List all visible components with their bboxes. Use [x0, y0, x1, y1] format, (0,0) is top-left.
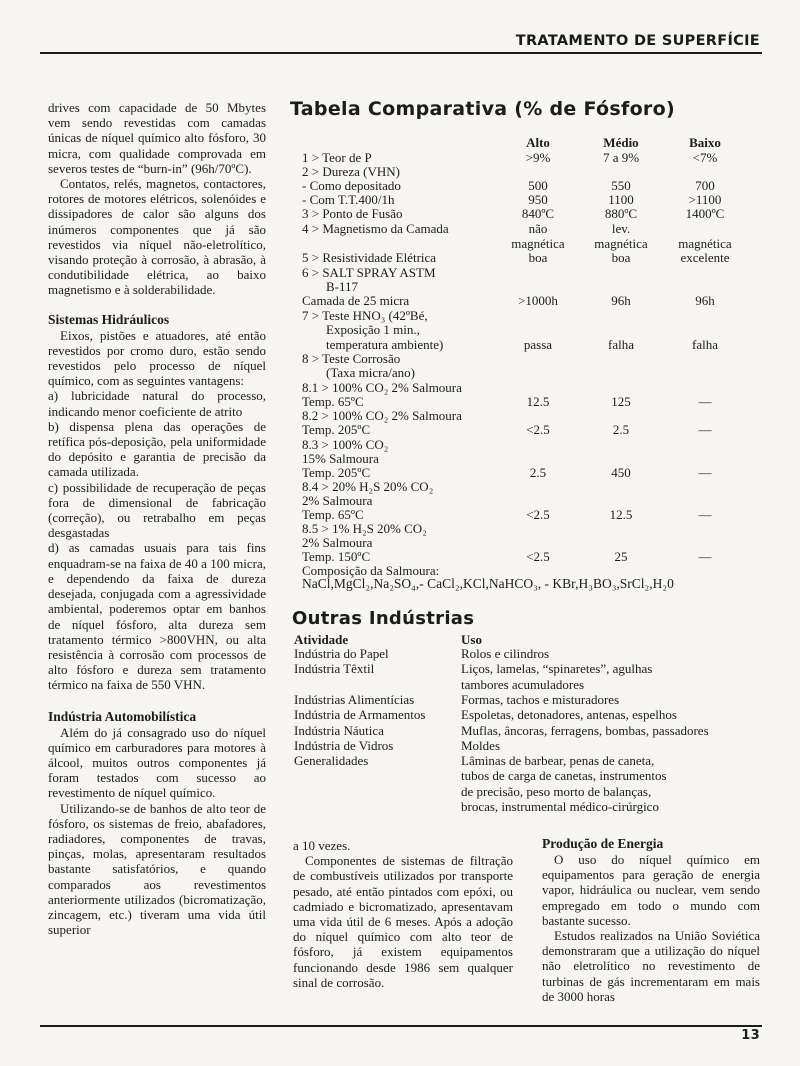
table-header-alto: Alto [526, 135, 550, 150]
table-row-label: 2% Salmoura [302, 493, 373, 508]
table-cell-baixo: 96h [695, 293, 715, 308]
table-cell-baixo: — [698, 507, 712, 522]
table-row-label: B-117 [326, 279, 359, 294]
industry-uso: tubos de carga de canetas, instrumentos [461, 768, 667, 784]
paragraph-energia-1: O uso do níquel químico em equipamentos para geração de energia vapor, hidráulica ou nuclear, vem sendo empregado em todo o mundo com bastante sucesso. [542, 852, 760, 928]
table-row-label: 2% Salmoura [302, 535, 373, 550]
header-rule [40, 52, 762, 54]
paragraph-middle-2: Componentes de sistemas de filtração de combustíveis utilizados por transporte pesado, até então pintados com epóxi, ou cadmiado e bicromatizado, apresentavam uma vida útil de 6 meses. Após a adoção do níquel químico com alto teor de fósforo, já existem equipamentos funcionando desde 1986 sem qualquer sinal de corrosão. [293, 853, 513, 990]
industry-atividade: Indústria de Armamentos [294, 707, 426, 723]
industry-atividade: Generalidades [294, 753, 369, 769]
table-cell-medio: 2.5 [612, 422, 630, 437]
table-row-label: - Como depositado [302, 178, 401, 193]
table-cell-baixo: >1100 [688, 192, 722, 207]
table-cell-baixo: 1400ºC [685, 206, 725, 221]
table-cell-medio: 96h [611, 293, 631, 308]
table-cell-alto: >9% [525, 150, 551, 165]
table-cell-medio: magnética [594, 236, 648, 251]
table-cell-baixo: — [698, 549, 712, 564]
table-row-label: 8.1 > 100% CO₂ 2% Salmoura [302, 380, 462, 395]
industry-uso: Liços, lamelas, “spinaretes”, agulhas [461, 661, 653, 677]
paragraph-contatos: Contatos, relés, magnetos, contactores, rotores de motores elétricos, solenóides e dissipadores de calor são alguns dos inúmeros componentes que já são revestidos via níquel não-eletrolítico, visando proteção à corrosão, à abrasão, à condutibilidade elétrica, ao baixo magnetismo e à solderabilidade. [48, 176, 266, 298]
table-cell-alto: <2.5 [526, 507, 550, 522]
left-column [48, 100, 266, 937]
table-row-label: Temp. 150ºC [302, 549, 371, 564]
industry-atividade: Indústria do Papel [294, 646, 389, 661]
table-cell-alto: passa [523, 337, 553, 352]
table-row-label: 15% Salmoura [302, 451, 379, 466]
table-row-label: Temp. 205ºC [302, 465, 371, 480]
list-item-a: a) lubricidade natural do processo, indicando menor coeficiente de atrito [48, 388, 266, 419]
table-cell-baixo: — [698, 394, 712, 409]
table-cell-alto: 2.5 [529, 465, 547, 480]
table-row-label: (Taxa micra/ano) [326, 365, 415, 380]
table-cell-alto: boa [528, 250, 548, 265]
industry-atividade: Indústrias Alimentícias [294, 691, 415, 707]
paragraph-drives: drives com capacidade de 50 Mbytes vem sendo revestidas com camadas únicas de níquel químico alto fósforo, 30 micra, com qualidade comprovada em severos testes de “burn-in” (96h/70ºC). [48, 100, 266, 176]
industry-uso: Muflas, âncoras, ferragens, bombas, passadores [461, 722, 709, 738]
table-row-label: Temp. 65ºC [302, 394, 364, 409]
industry-uso: Lâminas de barbear, penas de caneta, [461, 753, 655, 769]
footer-rule [40, 1025, 762, 1027]
table-row-label: - Com T.T.400/1h [302, 192, 395, 207]
list-item-b: b) dispensa plena das operações de retífica pós-deposição, pela uniformidade do depósito e garantia de precisão da camada utilizada. [48, 418, 266, 480]
table-cell-medio: 1100 [608, 192, 634, 207]
industry-uso: Espoletas, detonadores, antenas, espelhos [461, 707, 677, 723]
table-cell-baixo: — [698, 422, 712, 437]
table-cell-baixo: falha [692, 337, 718, 352]
table-cell-medio: 450 [611, 465, 631, 480]
industry-atividade: Indústria Náutica [294, 722, 384, 738]
heading-producao-energia: Produção de Energia [542, 836, 664, 851]
industry-uso: Rolos e cilindros [461, 646, 550, 661]
industry-atividade: Indústria Têxtil [294, 661, 375, 677]
table-cell-alto: <2.5 [526, 549, 550, 564]
heading-sistemas-hidraulicos: Sistemas Hidráulicos [48, 311, 170, 327]
table-cell-medio: 550 [611, 178, 631, 193]
table-cell-medio: 880ºC [604, 206, 638, 221]
table-row-label: Exposição 1 min., [326, 322, 420, 337]
table-row-label: Temp. 205ºC [302, 422, 371, 437]
heading-industria-automobilistica: Indústria Automobilística [48, 708, 197, 724]
table-row-label: 8.4 > 20% H₂S 20% CO₂ [302, 479, 434, 494]
middle-column [293, 838, 513, 990]
table-row-label: 5 > Resistividade Elétrica [302, 250, 437, 265]
table-cell-baixo: magnética [678, 236, 732, 251]
industries-header-atividade: Atividade [294, 632, 349, 647]
table-title: Tabela Comparativa (% de Fósforo) [290, 98, 675, 120]
table-row-label: 2 > Dureza (VHN) [302, 164, 400, 179]
table-cell-medio: falha [608, 337, 634, 352]
table-row-label: 6 > SALT SPRAY ASTM [302, 265, 436, 280]
table-row-label: temperatura ambiente) [326, 337, 444, 352]
industries-title: Outras Indústrias [292, 608, 475, 629]
page-number: 13 [741, 1028, 760, 1043]
table-cell-medio: 12.5 [609, 507, 633, 522]
industry-uso: brocas, instrumental médico-cirúrgico [461, 799, 659, 814]
table-cell-alto: 12.5 [526, 394, 550, 409]
table-cell-medio: 7 a 9% [602, 150, 640, 165]
table-cell-baixo: <7% [692, 150, 718, 165]
industry-uso: de precisão, peso morto de balanças, [461, 783, 652, 799]
list-item-c: c) possibilidade de recuperação de peças fora de dimensional de fabricação (correção), ou retrabalho em peças desgastadas [48, 479, 266, 541]
table-cell-alto: >1000h [518, 293, 558, 308]
industry-uso: Formas, tachos e misturadores [461, 691, 620, 707]
table-cell-medio: 125 [611, 394, 631, 409]
table-header-medio: Médio [603, 135, 639, 150]
table-cell-baixo: — [698, 465, 712, 480]
table-cell-baixo: excelente [680, 250, 730, 265]
table-cell-alto: magnética [511, 236, 565, 251]
table-row-label: 8 > Teste Corrosão [302, 351, 401, 366]
table-cell-medio: boa [611, 250, 631, 265]
table-row-label: 8.3 > 100% CO₂ [302, 437, 389, 452]
industry-uso: tambores acumuladores [461, 676, 585, 692]
table-row-label: Composição da Salmoura: [302, 563, 440, 578]
table-row-label: Camada de 25 micra [302, 293, 410, 308]
paragraph-auto-2: Utilizando-se de banhos de alto teor de fósforo, os sistemas de freio, abafadores, radiadores, componentes de travas, pinças, molas, apresentaram resultados bastante satisfatórios, e quando comparados aos revestimentos anteriormente utilizados (bicromatização, zincagem, etc.) tiveram uma vida útil superior [48, 800, 266, 938]
paragraph-middle-1: a 10 vezes. [293, 838, 351, 853]
table-cell-alto: <2.5 [526, 422, 550, 437]
table-row-label: 8.5 > 1% H₂S 20% CO₂ [302, 521, 427, 536]
industries-header-uso: Uso [461, 632, 482, 647]
table-cell-alto: 840ºC [521, 206, 555, 221]
paragraph-auto-1: Além do já consagrado uso do níquel químico em carburadores para motores à álcool, muitos outros componentes já foram testados com sucesso ao revestimento de níquel químico. [48, 724, 266, 801]
table-composition: NaCl,MgCl₂,Na₂SO₄,- CaCl₂,KCl,NaHCO₃, - KBr,H₃BO₃,SrCl₂,H₂0 [302, 576, 674, 591]
table-row-label: Temp. 65ºC [302, 507, 364, 522]
table-cell-alto: 500 [528, 178, 548, 193]
table-row-label: 4 > Magnetismo da Camada [302, 221, 449, 236]
paragraph-hidraulicos-intro: Eixos, pistões e atuadores, até então revestidos por cromo duro, estão sendo revestidos pelo processo de níquel químico, com as seguintes vantagens: [48, 327, 266, 389]
table-row-label: 8.2 > 100% CO₂ 2% Salmoura [302, 408, 462, 423]
table-cell-alto: não [528, 221, 548, 236]
table-row-label: 3 > Ponto de Fusão [302, 206, 403, 221]
paragraph-energia-2: Estudos realizados na União Soviética demonstraram que a utilização do níquel não eletrolítico no revestimento de turbinas de gás incrementaram em mais de 3000 horas [542, 928, 760, 1004]
table-cell-baixo: 700 [695, 178, 715, 193]
list-item-d: d) as camadas usuais para tais fins enquadram-se na faixa de 40 a 100 micra, e dependendo da faixa de dureza desejada, conjugada com a agressividade ambiental, poderemos optar em banhos de níquel fósforo, alta dureza sem tratamento térmico >800VHN, ou alta resistência à corrosão com processos de alto fósforo e dureza sem tratamento térmico na faixa de 550 VHN. [48, 540, 266, 693]
table-header-baixo: Baixo [689, 135, 721, 150]
table-cell-medio: lev. [611, 221, 631, 236]
industry-atividade: Indústria de Vidros [294, 737, 394, 753]
page-header-title: TRATAMENTO DE SUPERFÍCIE [515, 33, 760, 49]
table-cell-medio: 25 [614, 549, 628, 564]
table-row-label: 7 > Teste HNO₃ (42ºBé, [302, 308, 428, 323]
table-cell-alto: 950 [528, 192, 548, 207]
industry-uso: Moldes [461, 737, 500, 753]
right-column [542, 836, 760, 1004]
table-row-label: 1 > Teor de P [302, 150, 372, 165]
